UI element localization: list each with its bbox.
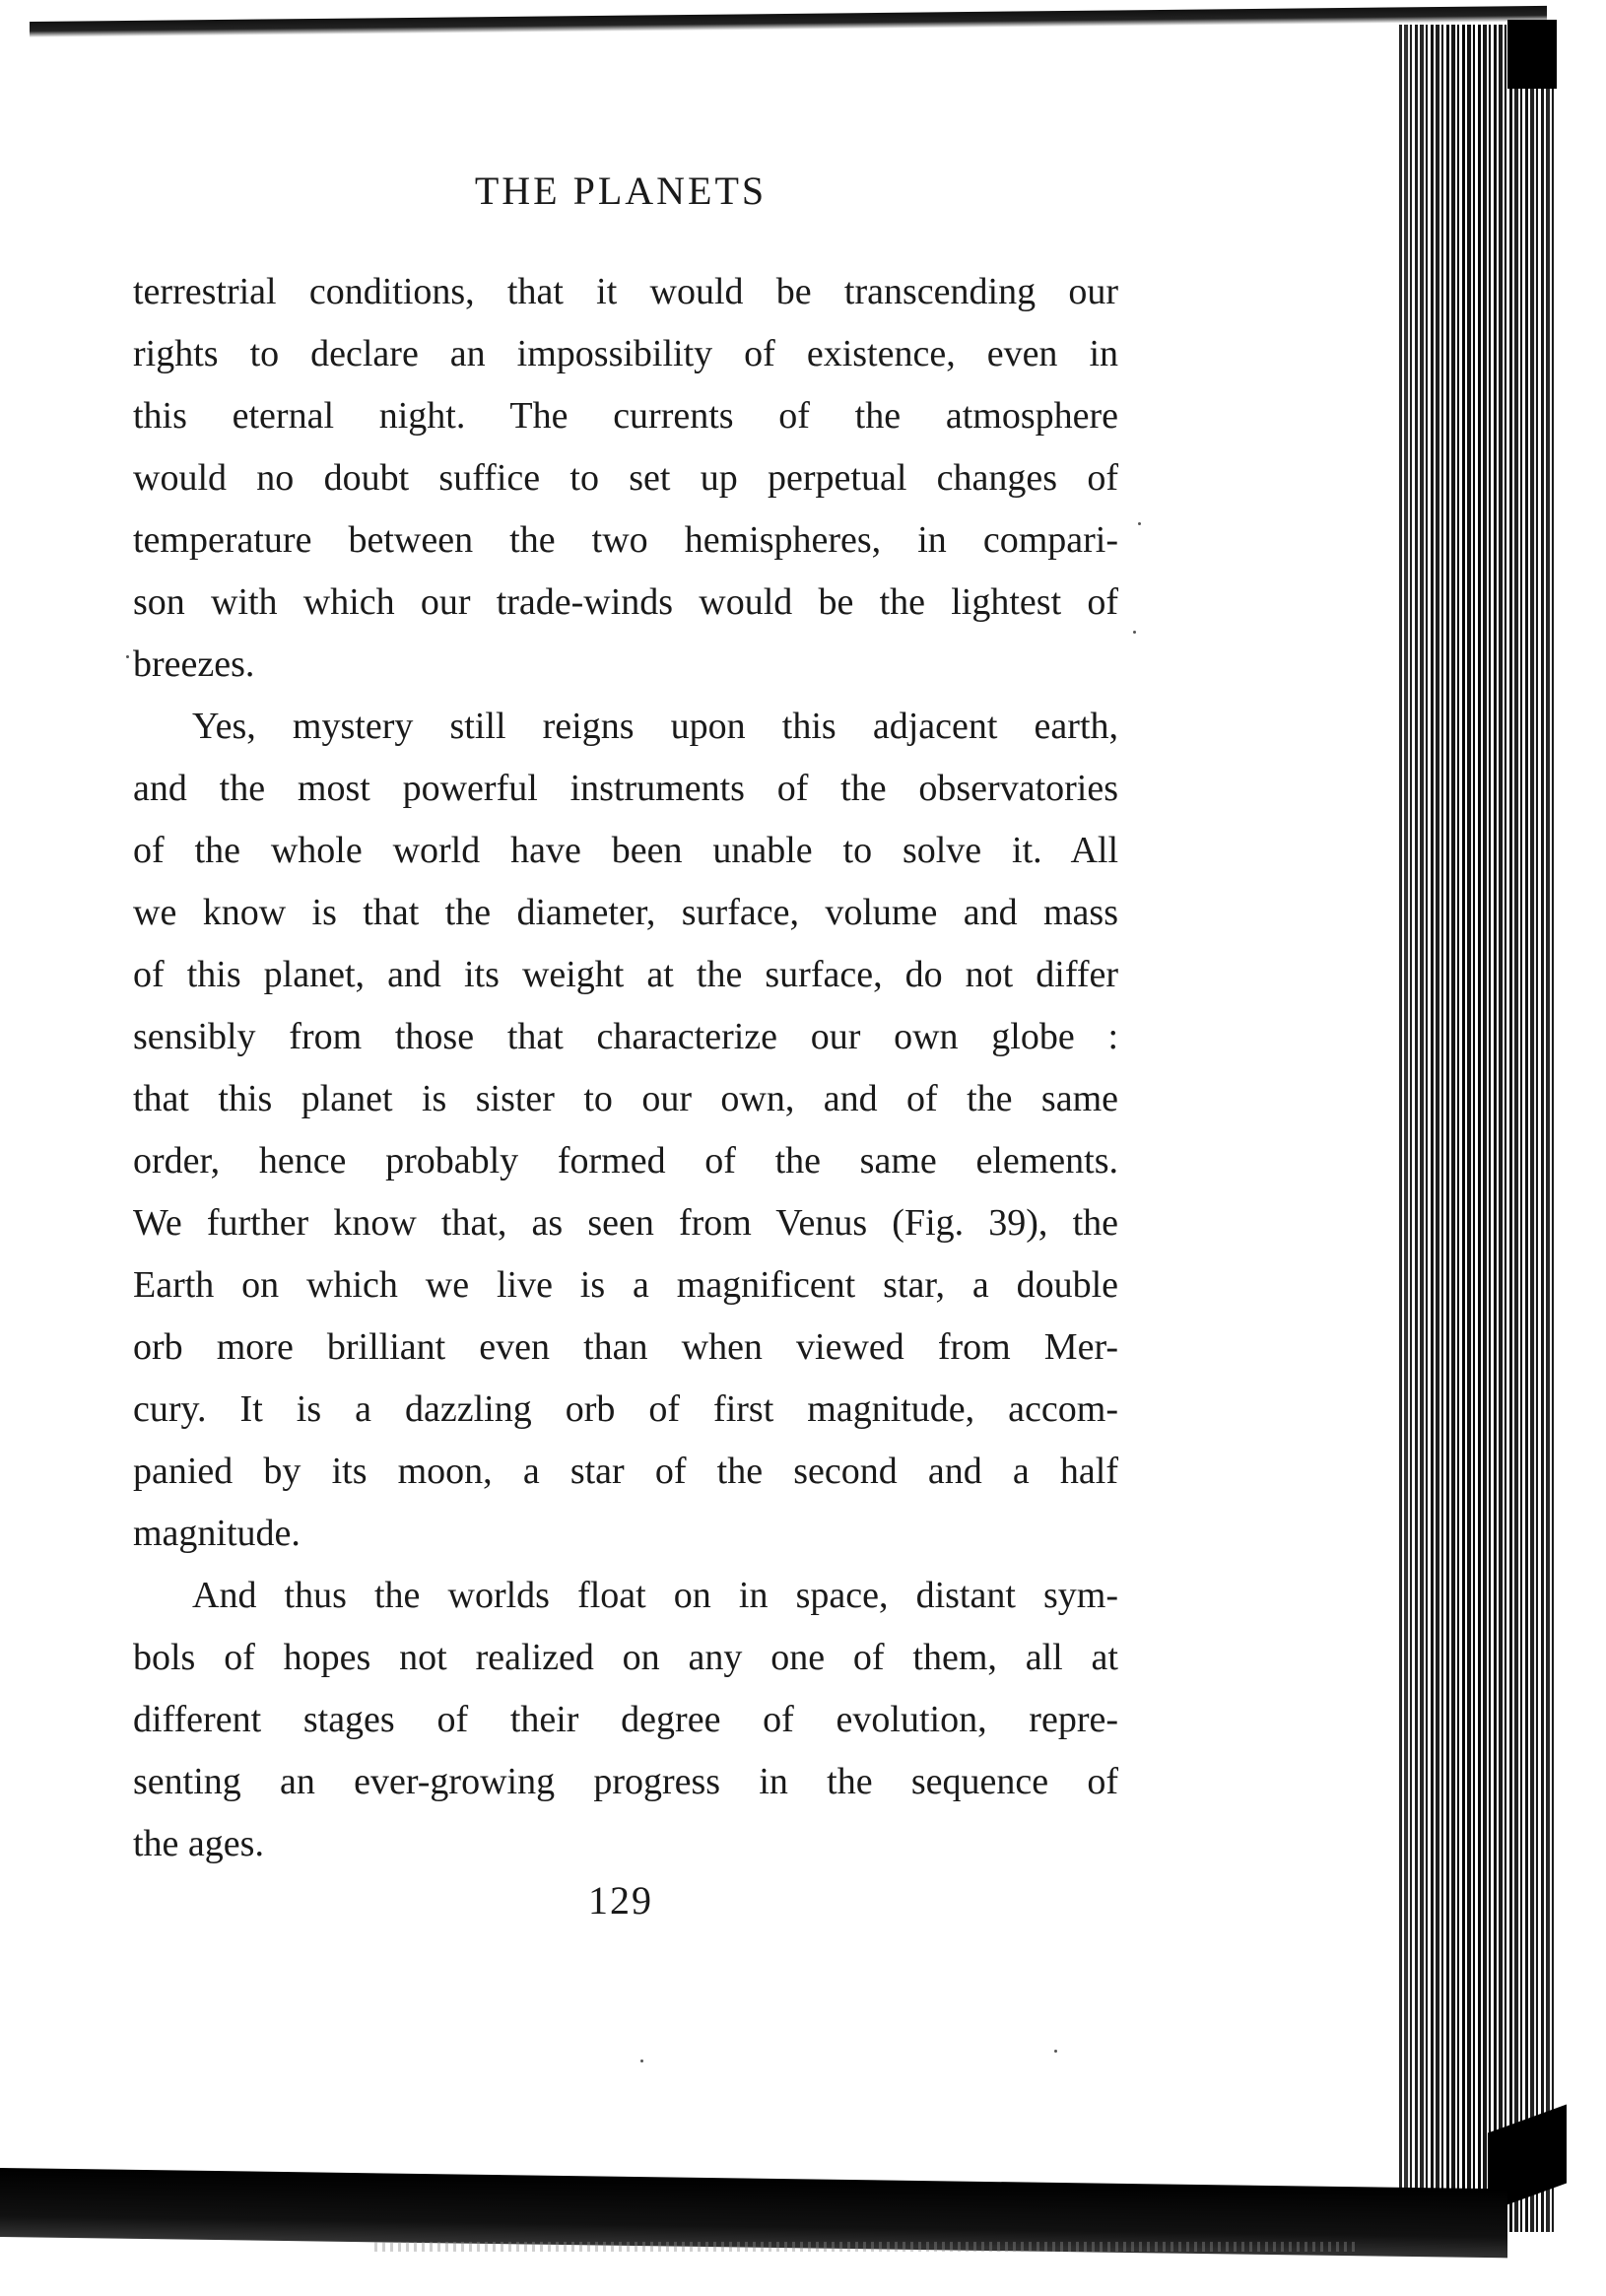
paragraph-first-line: And thus the worlds float on in space, distant sym- xyxy=(192,1575,1118,1616)
scan-bottom-noise xyxy=(374,2242,1360,2252)
scan-speck xyxy=(126,655,129,658)
body-text xyxy=(133,261,1118,1875)
text-line: senting an ever-growing progress in the sequence of xyxy=(133,1761,1118,1802)
scan-speck xyxy=(1138,522,1141,525)
running-header: THE PLANETS xyxy=(474,169,768,213)
text-line: we know is that the diameter, surface, volume and mass xyxy=(133,892,1118,933)
scan-speck xyxy=(640,2060,643,2062)
scan-corner-top-right xyxy=(1507,20,1557,89)
text-line: of the whole world have been unable to solve it. All xyxy=(133,830,1118,871)
text-line: different stages of their degree of evolution, repre- xyxy=(133,1699,1118,1740)
scan-top-edge xyxy=(30,6,1547,37)
text-line: son with which our trade-winds would be the lightest of xyxy=(133,581,1118,623)
text-line: that this planet is sister to our own, and of the same xyxy=(133,1078,1118,1119)
text-line: panied by its moon, a star of the second and a half xyxy=(133,1451,1118,1492)
text-line: order, hence probably formed of the same elements. xyxy=(133,1140,1118,1182)
text-line: cury. It is a dazzling orb of first magnitude, accom- xyxy=(133,1388,1118,1430)
text-line: would no doubt suffice to set up perpetual changes of xyxy=(133,457,1118,499)
scan-speck xyxy=(1133,631,1136,634)
text-line: of this planet, and its weight at the surface, do not differ xyxy=(133,954,1118,995)
text-line: temperature between the two hemispheres, in compari- xyxy=(133,519,1118,561)
text-line: breezes. xyxy=(133,643,255,685)
text-line: We further know that, as seen from Venus (Fig. 39), the xyxy=(133,1202,1118,1244)
text-line: rights to declare an impossibility of existence, even in xyxy=(133,333,1118,374)
text-line: orb more brilliant even than when viewed from Mer- xyxy=(133,1326,1118,1368)
text-line: and the most powerful instruments of the observatories xyxy=(133,768,1118,809)
text-line: this eternal night. The currents of the atmosphere xyxy=(133,395,1118,437)
page-number: 129 xyxy=(588,1878,653,1923)
text-line: sensibly from those that characterize our own globe : xyxy=(133,1016,1118,1057)
text-line: terrestrial conditions, that it would be transcending our xyxy=(133,271,1118,312)
scan-speck xyxy=(1054,2050,1057,2053)
paragraph-first-line: Yes, mystery still reigns upon this adjacent earth, xyxy=(192,706,1118,747)
text-line: magnitude. xyxy=(133,1513,301,1554)
text-line: Earth on which we live is a magnificent star, a double xyxy=(133,1264,1118,1306)
text-line: the ages. xyxy=(133,1823,264,1864)
book-page-edges-shading xyxy=(1399,25,1557,2232)
text-line: bols of hopes not realized on any one of them, all at xyxy=(133,1637,1118,1678)
